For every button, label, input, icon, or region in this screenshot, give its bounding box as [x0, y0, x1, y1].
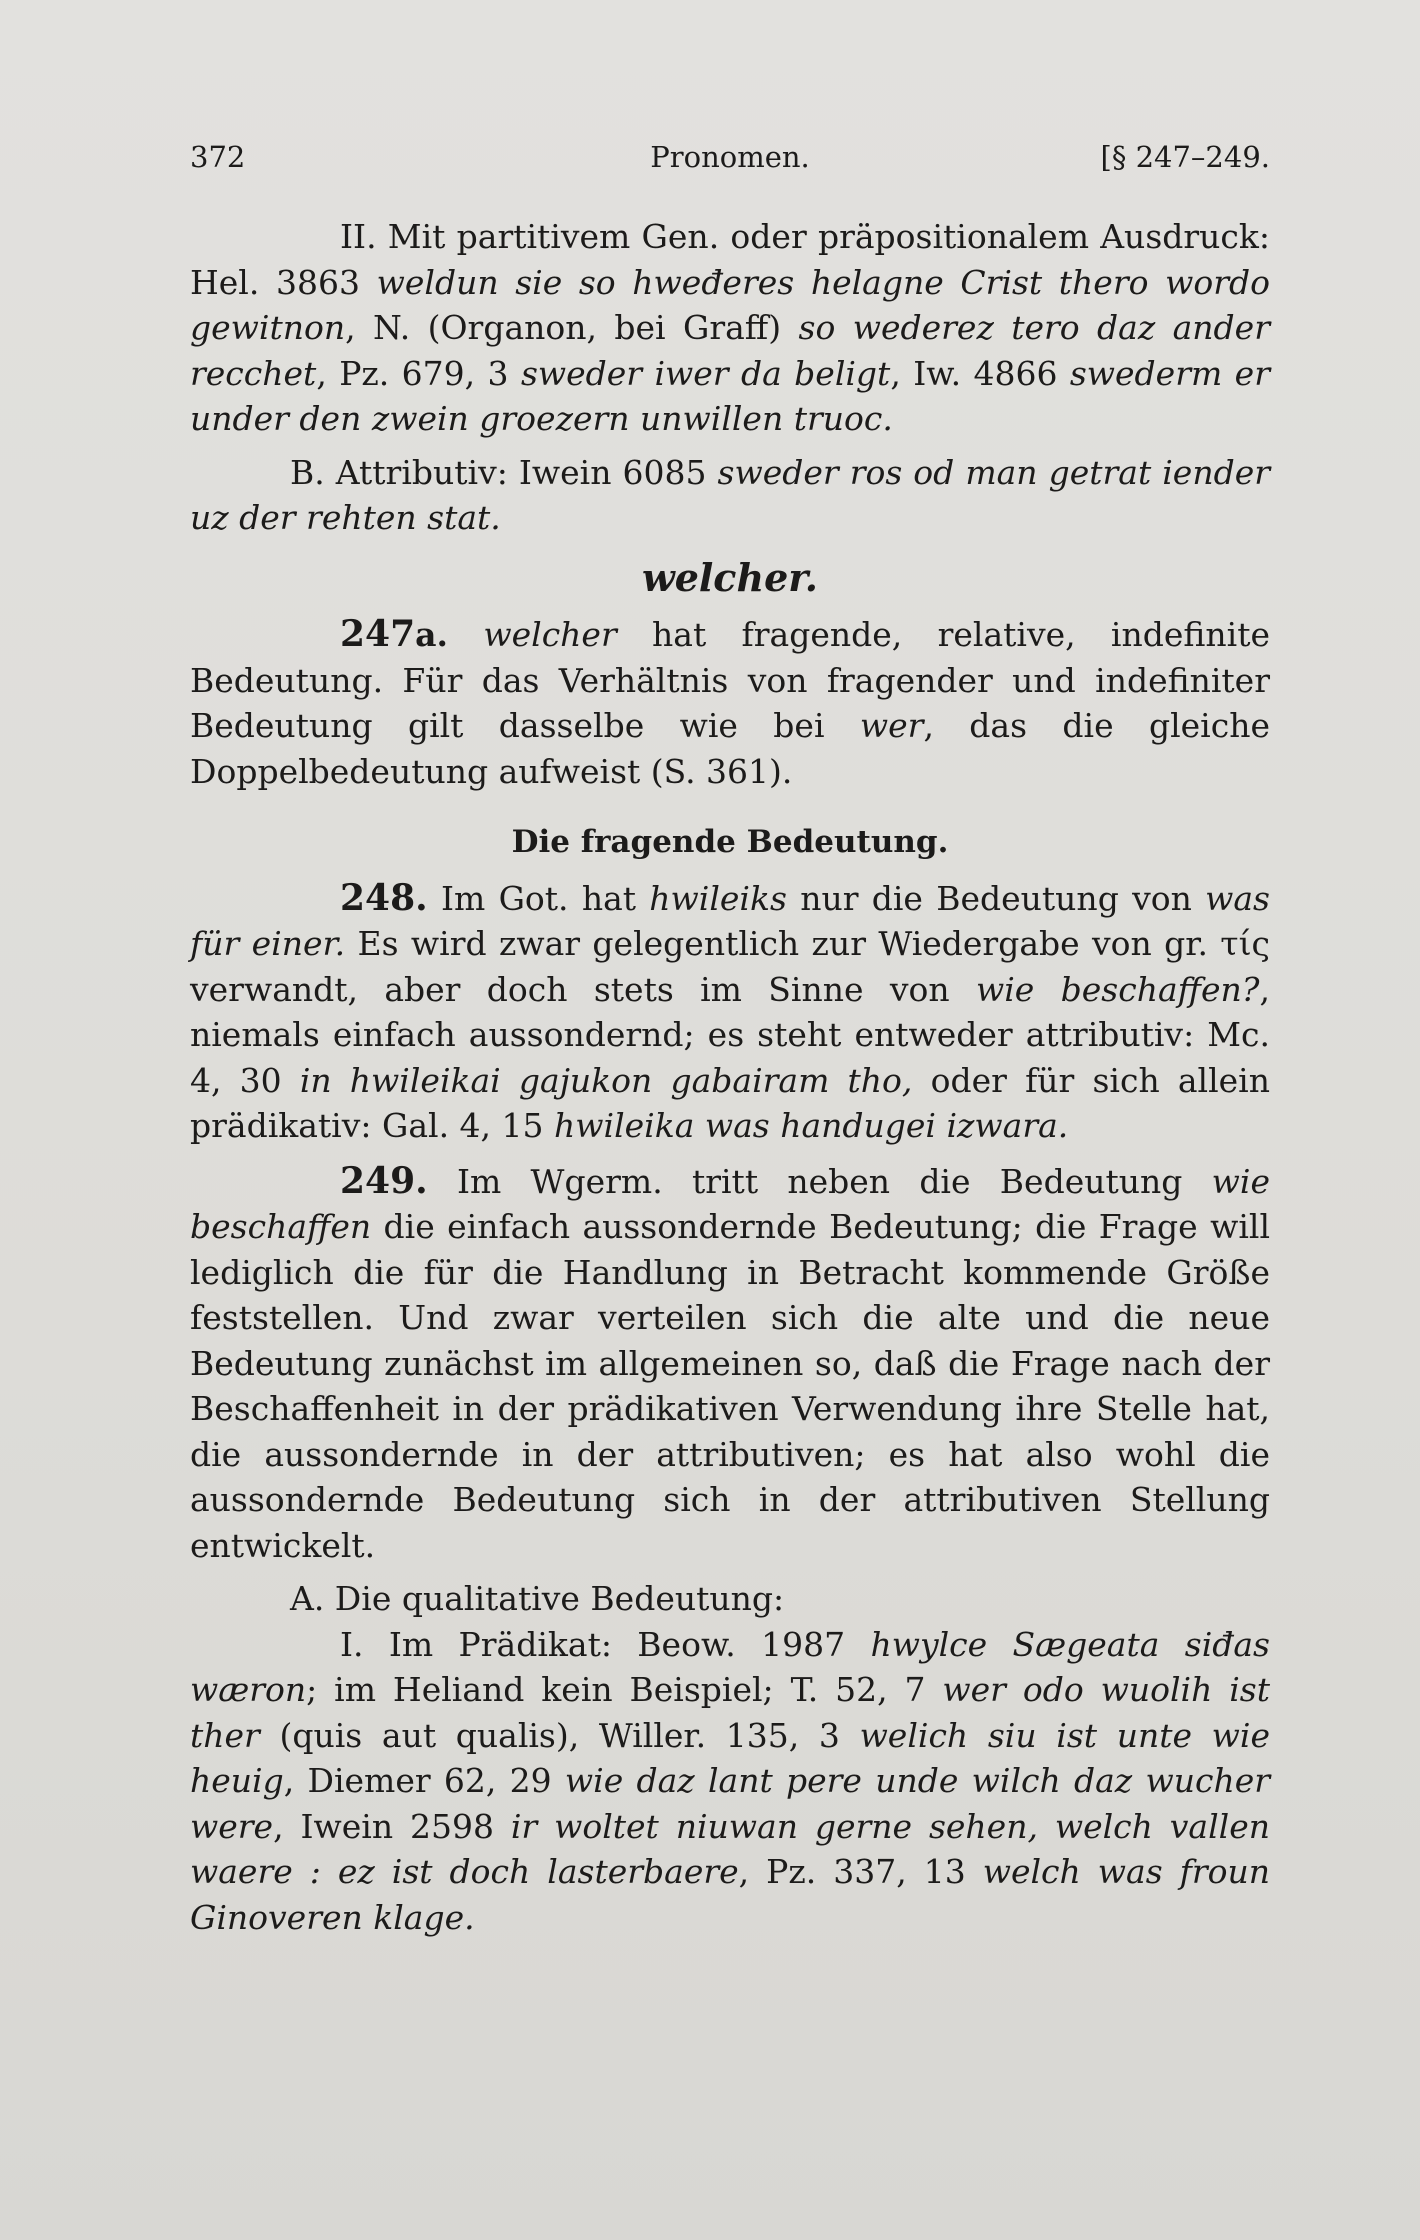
paragraph-predicate: I. Im Prädikat: Beow. 1987 hwylce Sægeata siđas wæron; im Heliand kein Beispiel; T. 52, 7 wer odo wuolih ist ther (quis aut qualis), Willer. 135, 3 welich siu ist unte wie heuig, Diemer 62, 29 wie daz lant pere unde wilch daz wucher were, Iwein 2598 ir woltet niuwan gerne sehen, welch vallen waere : ez ist doch lasterbaere, Pz. 337, 13 welch was froun Ginoveren klage. — [190, 1624, 1271, 1937]
running-title: Pronomen. — [650, 140, 810, 174]
section-247: 247a. welcher hat fragende, relative, indefinite Bedeutung. Für das Verhältnis von fragender und indefiniter Bedeutung gilt dasselbe wie bei wer, das die gleiche Doppelbedeutung aufweist (S. 361). — [190, 613, 1271, 791]
section-heading-welcher: welcher. — [641, 554, 819, 600]
section-249: 249. Im Wgerm. tritt neben die Bedeutung wie beschaffen die einfach aussondernde Bedeutung; die Frage will lediglich die für die Handlung in Betracht kommende Größe feststellen. Und zwar verteilen sich die alte und die neue Bedeutung zunächst im allgemeinen so, daß die Frage nach der Beschaffenheit in der prädikativen Verwendung ihre Stelle hat, die aussondernde in der attributiven; es hat also wohl die aussondernde Bedeutung sich in der attributiven Stellung entwickelt. — [190, 1159, 1270, 1565]
paragraph-partitive: II. Mit partitivem Gen. oder präpositionalem Ausdruck: Hel. 3863 weldun sie so hweđeres helagne Crist thero wordo gewitnon, N. (Organon, bei Graff) so wederez tero daz ander recchet, Pz. 679, 3 sweder iwer da beligt, Iw. 4866 swederm er under den zwein groezern unwillen truoc. — [190, 217, 1270, 438]
section-248: 248. Im Got. hat hwileiks nur die Bedeutung von was für einer. Es wird zwar gelegentlich zur Wiedergabe von gr. τίς verwandt, aber doch stets im Sinne von wie beschaffen?, niemals einfach aussondernd; es steht entweder attributiv: Mc. 4, 30 in hwileikai gajukon gabairam tho, oder für sich allein prädikativ: Gal. 4, 15 hwileika was handugei izwara. — [190, 876, 1270, 1145]
paragraph-attributive: B. Attributiv: Iwein 6085 sweder ros od man getrat iender uz der rehten stat. — [190, 452, 1270, 537]
section-number-249: 249. — [340, 1159, 428, 1202]
paragraph-qualitative: A. Die qualitative Bedeutung: — [290, 1579, 785, 1618]
page-number: 372 — [190, 140, 246, 174]
section-number-247: 247 — [340, 613, 416, 655]
subheading-fragende-bedeutung: Die fragende Bedeutung. — [511, 824, 949, 860]
page-body — [190, 214, 1270, 1940]
section-number-248: 248. — [340, 876, 428, 919]
page-header — [190, 140, 1270, 184]
section-range: [§ 247–249. — [1100, 140, 1270, 174]
